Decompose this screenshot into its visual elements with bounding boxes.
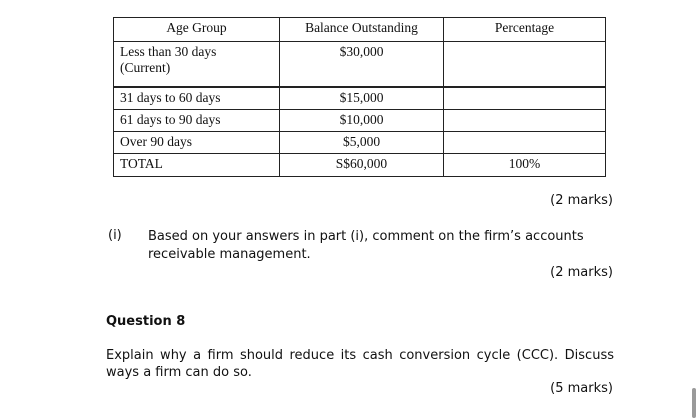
- age-cell: 31 days to 60 days: [114, 87, 280, 110]
- percentage-cell: [444, 87, 606, 110]
- table-total-row: [114, 154, 606, 177]
- table-row: [114, 87, 606, 110]
- age-sublabel: (Current): [120, 60, 171, 75]
- balance-cell: $15,000: [280, 87, 444, 110]
- age-cell: [114, 42, 280, 88]
- table-header-row: [114, 18, 606, 42]
- age-cell: 61 days to 90 days: [114, 110, 280, 132]
- percentage-cell: [444, 110, 606, 132]
- table-row: [114, 132, 606, 154]
- header-age-group: Age Group: [114, 18, 280, 42]
- table-row: [114, 110, 606, 132]
- percentage-cell: [444, 42, 606, 88]
- receivables-aging-table: [113, 17, 606, 177]
- total-label-cell: TOTAL: [114, 154, 280, 177]
- header-percentage: Percentage: [444, 18, 606, 42]
- balance-cell: $30,000: [280, 42, 444, 88]
- header-balance-outstanding: Balance Outstanding: [280, 18, 444, 42]
- age-label: Less than 30 days: [120, 44, 217, 59]
- balance-cell: $10,000: [280, 110, 444, 132]
- question-text: Explain why a firm should reduce its cash conversion cycle (CCC). Discuss ways a firm can do so.: [106, 348, 614, 380]
- age-cell: Over 90 days: [114, 132, 280, 154]
- scrollbar-thumb[interactable]: [692, 388, 696, 418]
- marks-allocation: (2 marks): [550, 265, 613, 280]
- total-percentage-cell: 100%: [444, 154, 606, 177]
- total-balance-cell: S$60,000: [280, 154, 444, 177]
- marks-allocation: (5 marks): [550, 381, 613, 396]
- part-question-text: Based on your answers in part (i), comment on the firm’s accounts receivable management.: [148, 229, 584, 262]
- percentage-cell: [444, 132, 606, 154]
- part-label: (i): [108, 228, 122, 243]
- balance-cell: $5,000: [280, 132, 444, 154]
- marks-allocation: (2 marks): [550, 193, 613, 208]
- question-heading: Question 8: [106, 314, 186, 329]
- table-row: [114, 42, 606, 88]
